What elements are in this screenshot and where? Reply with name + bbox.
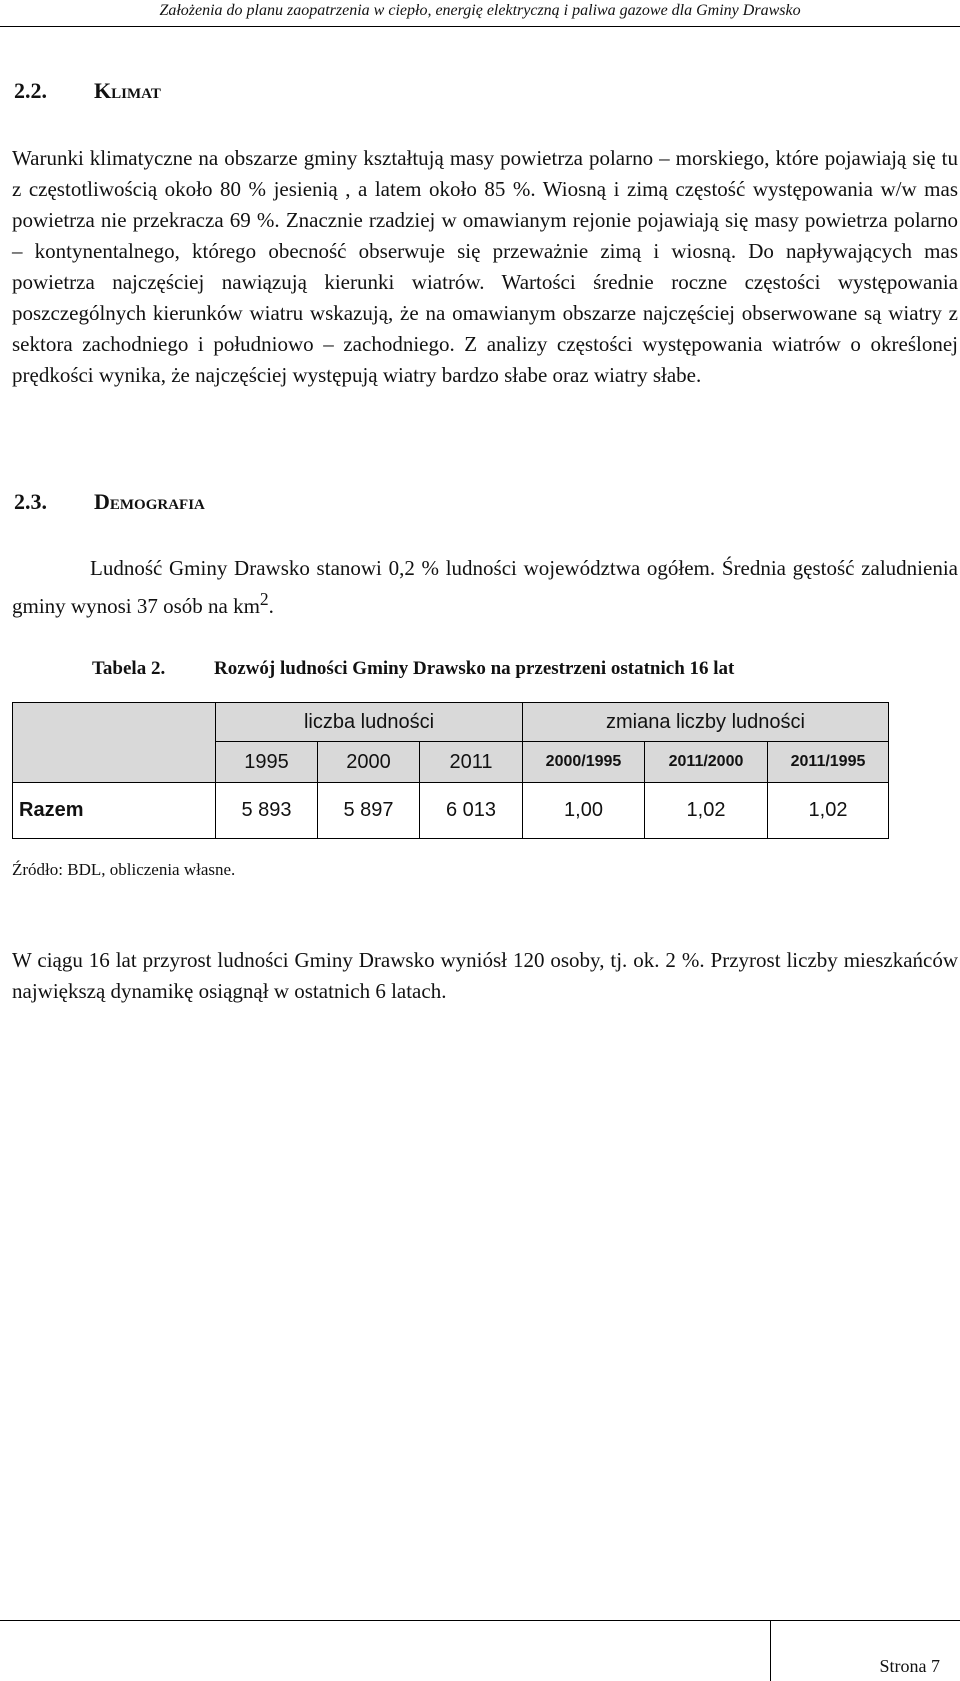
column-header: 2011 [420,742,523,783]
column-header: 2000 [318,742,420,783]
population-table [12,702,889,839]
section-heading-demography [14,489,205,515]
column-header: 2011/1995 [768,742,889,783]
demography-text: Ludność Gminy Drawsko stanowi 0,2 % ludności województwa ogółem. Średnia gęstość zaludnienia gminy wynosi 37 osób na km [12,556,958,618]
page-number: Strona 7 [879,1656,940,1676]
column-header: 1995 [216,742,318,783]
section-number: 2.3. [14,489,47,514]
closing-paragraph: W ciągu 16 lat przyrost ludności Gminy Drawsko wyniósł 120 osoby, tj. ok. 2 %. Przyrost liczby mieszkańców największą dynamikę osiągnął w ostatnich 6 latach. [12,948,958,1003]
table-cell: 1,02 [645,783,768,839]
table-caption-label: Tabela 2. [92,658,166,679]
table-source: Źródło: BDL, obliczenia własne. [12,860,236,879]
climate-paragraph: Warunki klimatyczne na obszarze gminy kształtują masy powietrza polarno – morskiego, które pojawiają się tu z częstotliwością około 80 % jesienią , a latem około 85 %. Wiosną i zimą częstość występowania w/w mas powietrza nie przekracza 69 %. Znacznie rzadziej w omawianym rejonie pojawiają się masy powietrza polarno – kontynentalnego, którego obecność obserwuje się przeważnie zimą i wiosną. Do napływających mas powietrza najczęściej nawiązują kierunki wiatrów. Wartości średnie roczne częstości występowania poszczególnych kierunków wiatru wskazują, że na omawianym obszarze najczęściej obserwowane są wiatry z sektora zachodniego i południowo – zachodniego. Z analizy częstości występowania wiatrów o określonej prędkości wynika, że najczęściej występują wiatry bardzo słabe oraz wiatry słabe. [12,146,958,387]
demography-end: . [268,594,274,618]
column-header: 2011/2000 [645,742,768,783]
group-header-population: liczba ludności [216,703,523,742]
section-heading-climate [14,78,161,104]
column-header: 2000/1995 [523,742,645,783]
table-header-row [13,703,889,742]
demography-sup: 2 [259,589,269,609]
header-text: Założenia do planu zaopatrzenia w ciepło, energię elektryczną i paliwa gazowe dla Gminy Drawsko [159,2,801,19]
section-number: 2.2. [14,78,47,103]
table-cell: 5 893 [216,783,318,839]
table-cell: 6 013 [420,783,523,839]
footer-divider [0,1620,960,1621]
table-row [13,783,889,839]
section-title: Klimat [94,78,161,103]
demography-paragraph [12,553,958,622]
section-title: Demografia [94,489,205,514]
page-header [0,0,960,27]
row-label: Razem [13,783,216,839]
table-cell: 5 897 [318,783,420,839]
table-caption [92,658,734,680]
footer-vertical-divider [770,1620,771,1681]
table-cell: 1,02 [768,783,889,839]
table-corner-cell [13,703,216,783]
table-cell: 1,00 [523,783,645,839]
group-header-change: zmiana liczby ludności [523,703,889,742]
table-caption-text: Rozwój ludności Gminy Drawsko na przestrzeni ostatnich 16 lat [214,658,735,679]
